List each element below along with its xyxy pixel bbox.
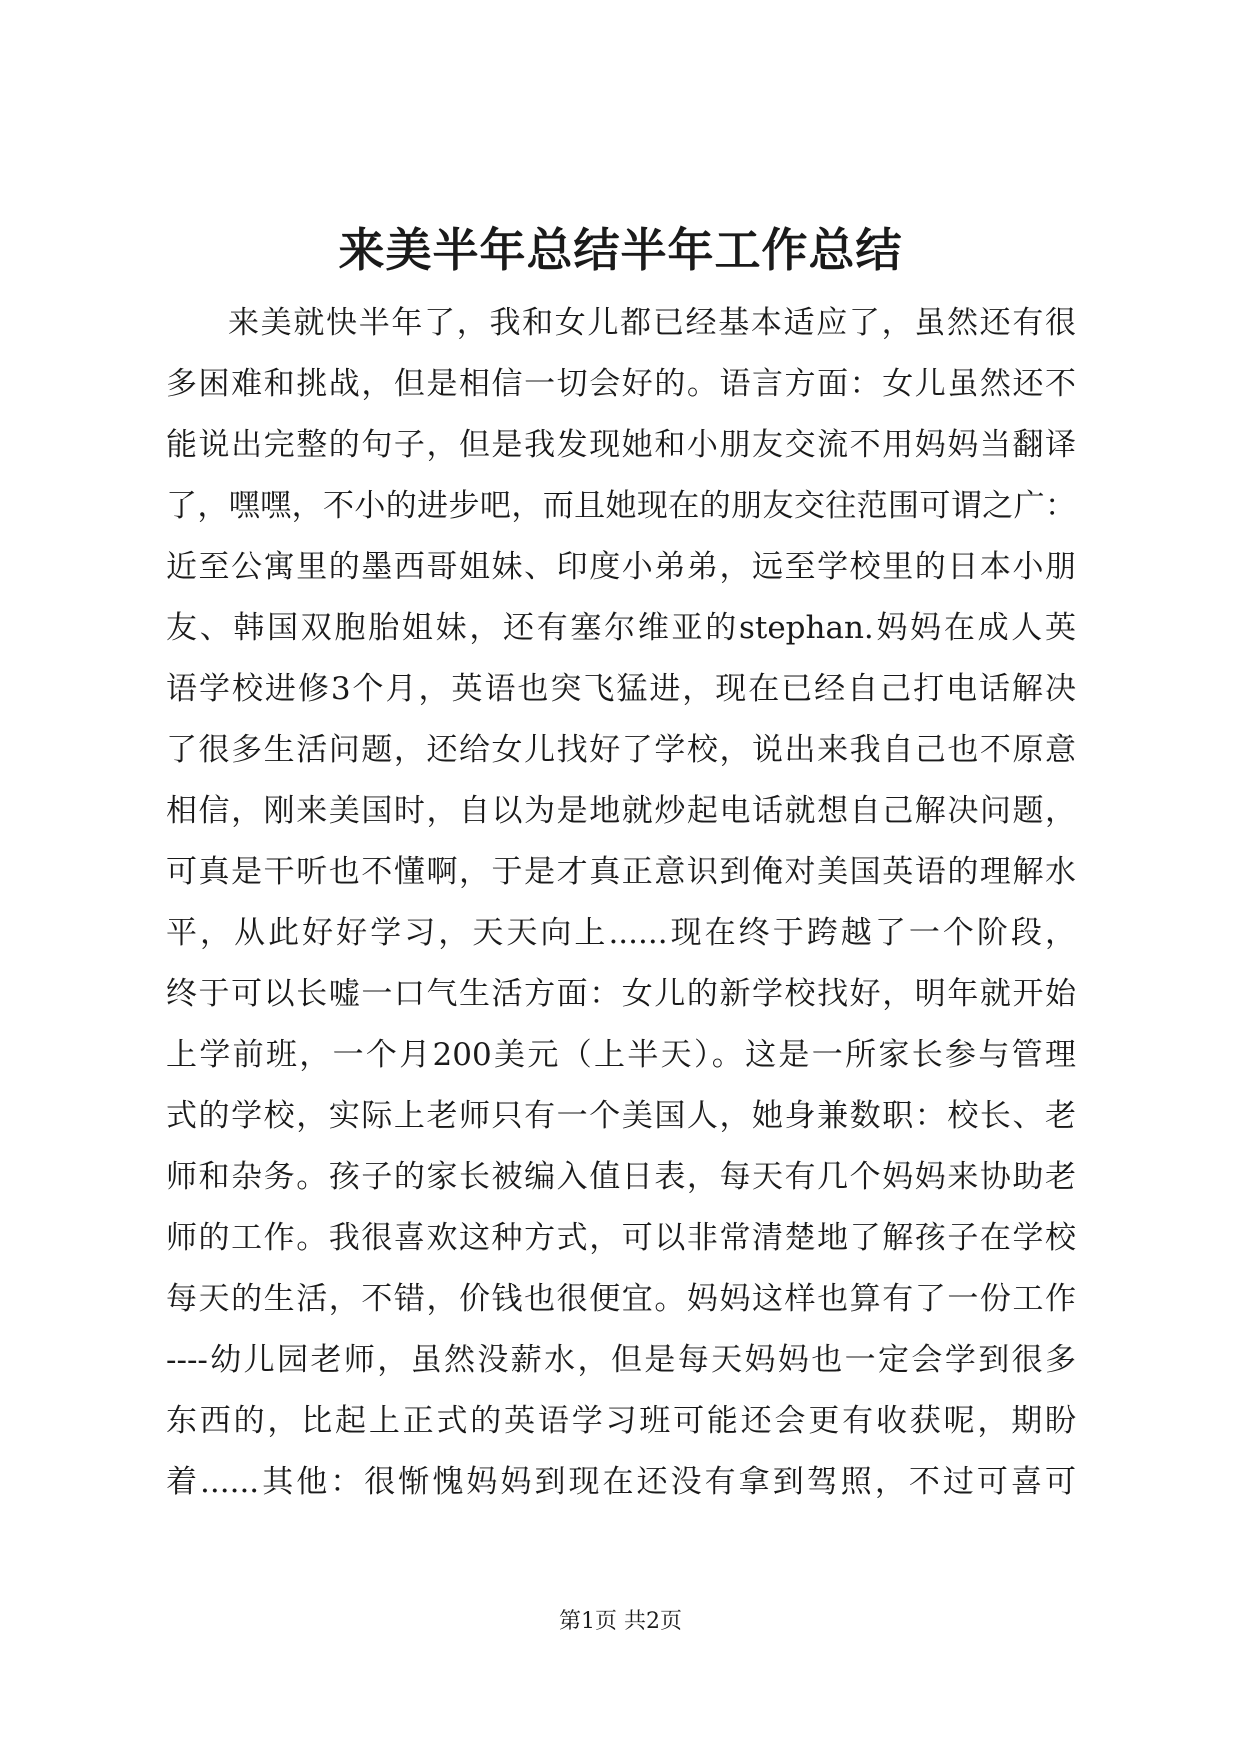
body-line: 多困难和挑战，但是相信一切会好的。语言方面：女儿虽然还不: [166, 366, 1076, 402]
body-line: 终于可以长嘘一口气生活方面：女儿的新学校找好，明年就开始: [166, 976, 1076, 1012]
body-line: 师和杂务。孩子的家长被编入值日表，每天有几个妈妈来协助老: [166, 1159, 1076, 1195]
body-line: 东西的，比起上正式的英语学习班可能还会更有收获呢，期盼: [166, 1403, 1076, 1439]
body-line: 着......其他：很惭愧妈妈到现在还没有拿到驾照，不过可喜可: [166, 1464, 1076, 1500]
body-line: 近至公寓里的墨西哥姐妹、印度小弟弟，远至学校里的日本小朋: [166, 549, 1076, 585]
body-line: 式的学校，实际上老师只有一个美国人，她身兼数职：校长、老: [166, 1098, 1076, 1134]
body-line: 能说出完整的句子，但是我发现她和小朋友交流不用妈妈当翻译: [166, 427, 1076, 463]
body-line: 师的工作。我很喜欢这种方式，可以非常清楚地了解孩子在学校: [166, 1220, 1076, 1256]
body-line: 来美就快半年了，我和女儿都已经基本适应了，虽然还有很: [228, 305, 1076, 341]
document-body: [166, 293, 1076, 1513]
body-line: 语学校进修3个月，英语也突飞猛进，现在已经自己打电话解决: [166, 671, 1076, 707]
body-line: 相信，刚来美国时，自以为是地就炒起电话就想自己解决问题，: [166, 793, 1076, 829]
body-line: 可真是干听也不懂啊，于是才真正意识到俺对美国英语的理解水: [166, 854, 1076, 890]
body-line: 友、韩国双胞胎姐妹，还有塞尔维亚的stephan.妈妈在成人英: [166, 610, 1076, 646]
body-line: 上学前班，一个月200美元（上半天）。这是一所家长参与管理: [166, 1037, 1076, 1073]
document-title: 来美半年总结半年工作总结: [338, 223, 903, 277]
body-line: 了很多生活问题，还给女儿找好了学校，说出来我自己也不原意: [166, 732, 1076, 768]
body-line: 了，嘿嘿，不小的进步吧，而且她现在的朋友交往范围可谓之广：: [166, 488, 1076, 524]
body-line: 每天的生活，不错，价钱也很便宜。妈妈这样也算有了一份工作: [166, 1281, 1076, 1317]
body-line: ----幼儿园老师，虽然没薪水，但是每天妈妈也一定会学到很多: [166, 1342, 1076, 1378]
body-line: 平，从此好好学习，天天向上......现在终于跨越了一个阶段，: [166, 915, 1076, 951]
page-number-footer: 第1页 共2页: [559, 1609, 682, 1634]
